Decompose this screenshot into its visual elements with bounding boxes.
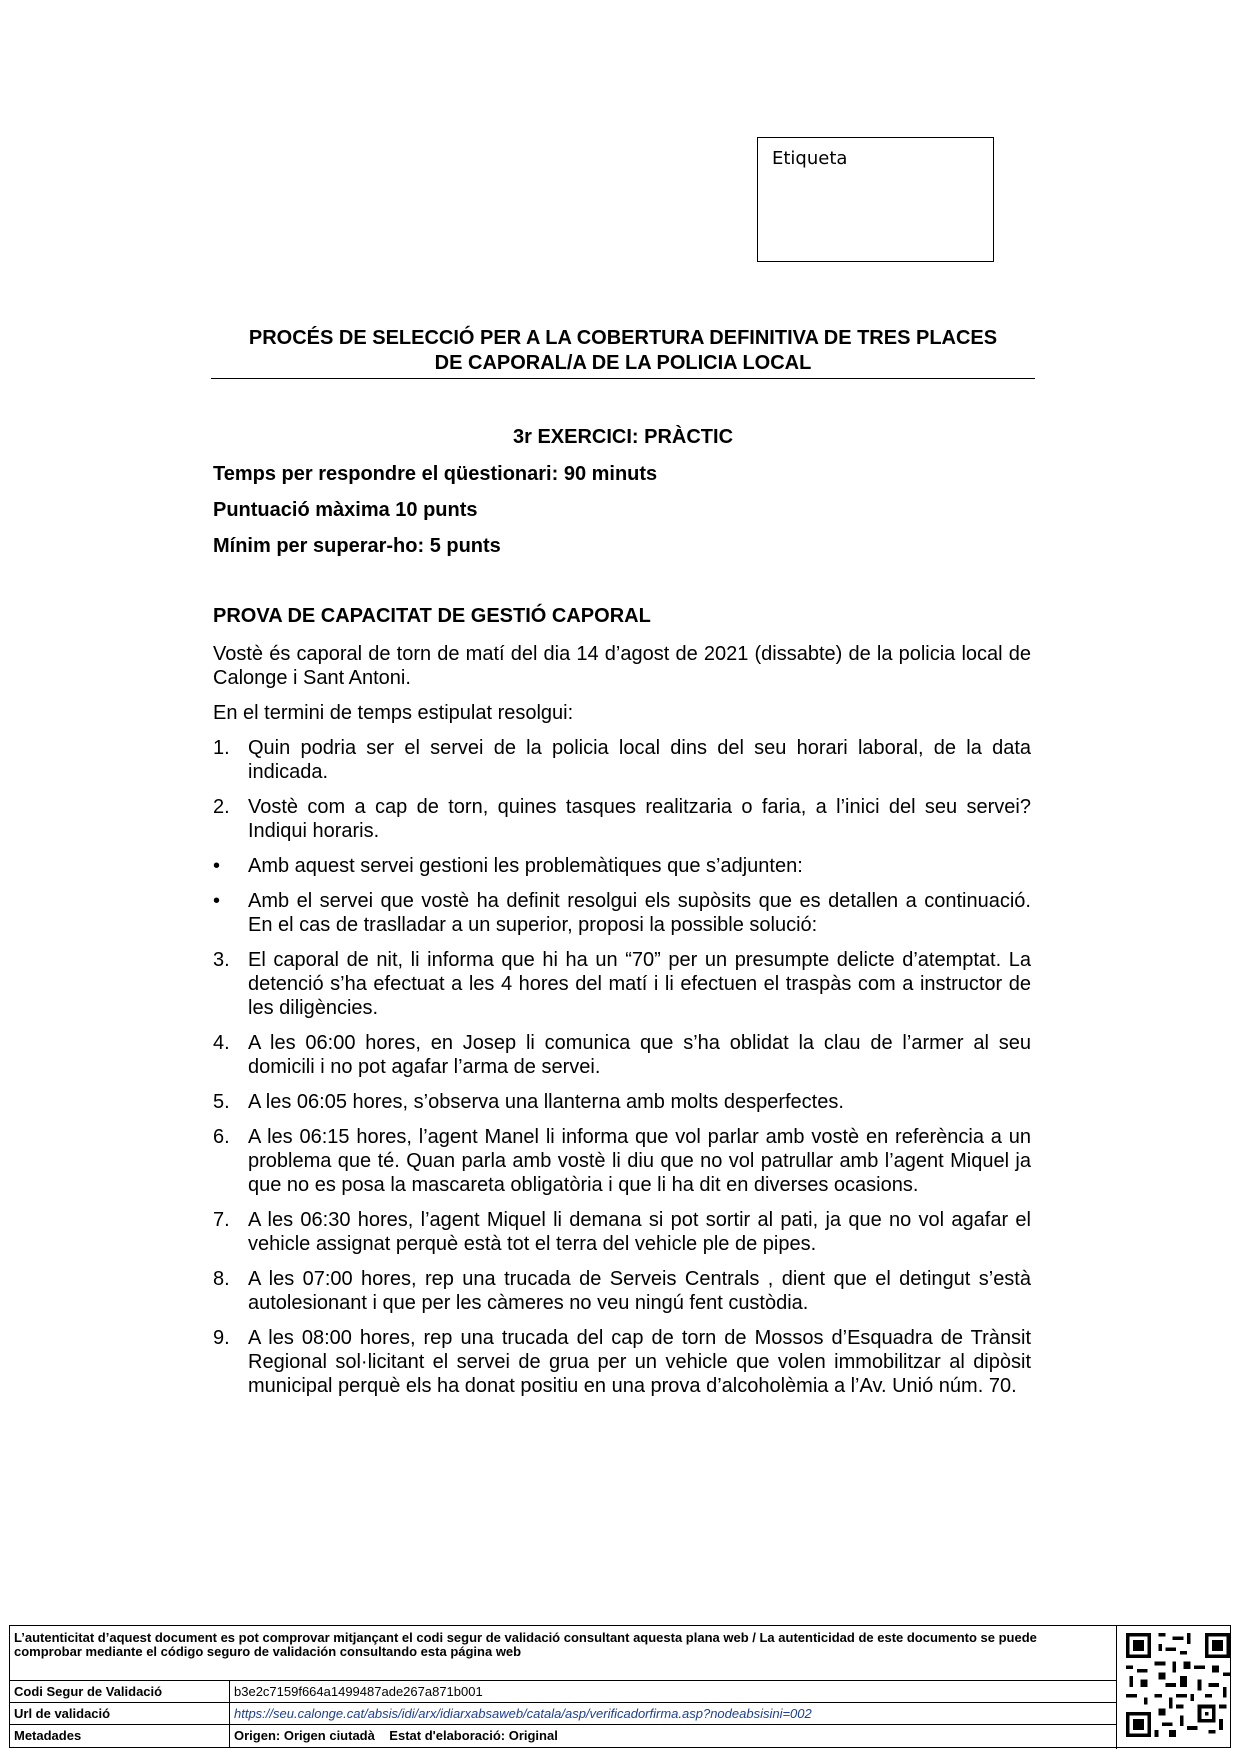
- instruction-paragraph: En el termini de temps estipulat resolgui:: [213, 702, 574, 724]
- list-item: [213, 1125, 1031, 1197]
- metadata-row: [10, 1724, 1116, 1748]
- list-item-text: Quin podria ser el servei de la policia local dins del seu horari laboral, de la data indicada.: [248, 737, 1031, 783]
- title-line-2: DE CAPORAL/A DE LA POLICIA LOCAL: [434, 352, 812, 374]
- exercise-content: [213, 642, 1031, 1409]
- list-item-text: A les 06:05 hores, s’observa una llanterna amb molts desperfectes.: [248, 1091, 844, 1113]
- list-item-text: A les 08:00 hores, rep una trucada del cap de torn de Mossos d’Esquadra de Trànsit Regional sol·licitant el servei de grua per un vehicle que volen immobilitzar al dipòsit municipal perquè els ha donat positiu en una prova d’alcoholèmia a l’Av. Unió núm. 70.: [248, 1327, 1031, 1397]
- title-divider: [211, 378, 1035, 379]
- list-item-text: Amb el servei que vostè ha definit resolgui els supòsits que es detallen a continuació. En el cas de traslladar a un superior, proposi la possible solució:: [248, 890, 1031, 936]
- list-item-text: A les 06:00 hores, en Josep li comunica que s’ha oblidat la clau de l’armer al seu domicili i no pot agafar l’arma de servei.: [248, 1032, 1031, 1078]
- list-item: [213, 1326, 1031, 1398]
- list-item-text: Amb aquest servei gestioni les problemàtiques que s’adjunten:: [248, 855, 803, 877]
- exercise-heading: 3r EXERCICI: PRÀCTIC: [512, 426, 734, 448]
- label-box-text: Etiqueta: [772, 148, 848, 169]
- validation-table: [10, 1626, 1117, 1749]
- csv-value: b3e2c7159f664a1499487ade267a871b001: [234, 1684, 483, 1699]
- list-marker: 4.: [213, 1032, 230, 1054]
- list-item: [213, 736, 1031, 784]
- min-score: Mínim per superar-ho: 5 punts: [213, 535, 501, 557]
- metadata-value: Origen: Origen ciutadà Estat d'elaboració: Original: [234, 1728, 558, 1743]
- csv-label: Codi Segur de Validació: [14, 1684, 163, 1699]
- list-item: [213, 1208, 1031, 1256]
- url-label: Url de validació: [14, 1706, 111, 1721]
- list-marker: •: [213, 890, 221, 912]
- list-marker: 7.: [213, 1209, 230, 1231]
- list-item: [213, 854, 1031, 878]
- document-title: [211, 326, 1035, 376]
- csv-row: [10, 1680, 1116, 1702]
- list-item: [213, 795, 1031, 843]
- list-item: [213, 1031, 1031, 1079]
- list-marker: 5.: [213, 1091, 230, 1113]
- list-marker: 8.: [213, 1268, 230, 1290]
- time-limit: Temps per respondre el qüestionari: 90 minuts: [213, 463, 658, 485]
- intro-paragraph: Vostè és caporal de torn de matí del dia 14 d’agost de 2021 (dissabte) de la policia local de Calonge i Sant Antoni.: [213, 643, 1031, 689]
- list-item-text: Vostè com a cap de torn, quines tasques realitzaria o faria, a l’inici del seu servei? Indiqui horaris.: [248, 796, 1031, 842]
- list-marker: 6.: [213, 1126, 230, 1148]
- list-item-text: A les 06:15 hores, l’agent Manel li informa que vol parlar amb vostè en referència a un problema que té. Quan parla amb vostè li diu que no vol patrullar amb l’agent Miquel ja que no es posa la mascareta obligatòria i que li ha dit en diverses ocasions.: [248, 1126, 1031, 1196]
- title-line-1: PROCÉS DE SELECCIÓ PER A LA COBERTURA DEFINITIVA DE TRES PLACES: [248, 327, 998, 349]
- list-marker: 1.: [213, 737, 230, 759]
- max-score: Puntuació màxima 10 punts: [213, 499, 478, 521]
- label-box: [757, 137, 994, 262]
- metadata-label: Metadades: [14, 1728, 82, 1743]
- list-marker: •: [213, 855, 221, 877]
- list-item: [213, 948, 1031, 1020]
- list-item: [213, 1267, 1031, 1315]
- validation-notice: L’autenticitat d’aquest document es pot comprovar mitjançant el codi segur de validació consultant aquesta plana web / La autenticidad de este documento se puede comprobar mediante el código seguro de validación consultando esta página web: [14, 1630, 1037, 1659]
- list-item-text: A les 06:30 hores, l’agent Miquel li demana si pot sortir al pati, ja que no vol agafar el vehicle assignat perquè està tot el terra del vehicle ple de pipes.: [248, 1209, 1031, 1255]
- validation-footer: [9, 1625, 1231, 1748]
- qr-code-icon: [1126, 1633, 1230, 1737]
- list-marker: 9.: [213, 1327, 230, 1349]
- list-item-text: A les 07:00 hores, rep una trucada de Serveis Centrals , dient que el detingut s’està autolesionant i que per les càmeres no veu ningú fent custòdia.: [248, 1268, 1031, 1314]
- list-item: [213, 1090, 1031, 1114]
- list-marker: 3.: [213, 949, 230, 971]
- validation-url-link[interactable]: https://seu.calonge.cat/absis/idi/arx/idiarxabsaweb/catala/asp/verificadorfirma.asp?nodeabsisini=002: [234, 1706, 812, 1721]
- section-title: PROVA DE CAPACITAT DE GESTIÓ CAPORAL: [213, 605, 651, 627]
- url-row: [10, 1702, 1116, 1724]
- list-item: [213, 889, 1031, 937]
- list-item-text: El caporal de nit, li informa que hi ha un “70” per un presumpte delicte d’atemptat. La detenció s’ha efectuat a les 4 hores del matí i li efectuen el traspàs com a instructor de les diligències.: [248, 949, 1031, 1019]
- list-marker: 2.: [213, 796, 230, 818]
